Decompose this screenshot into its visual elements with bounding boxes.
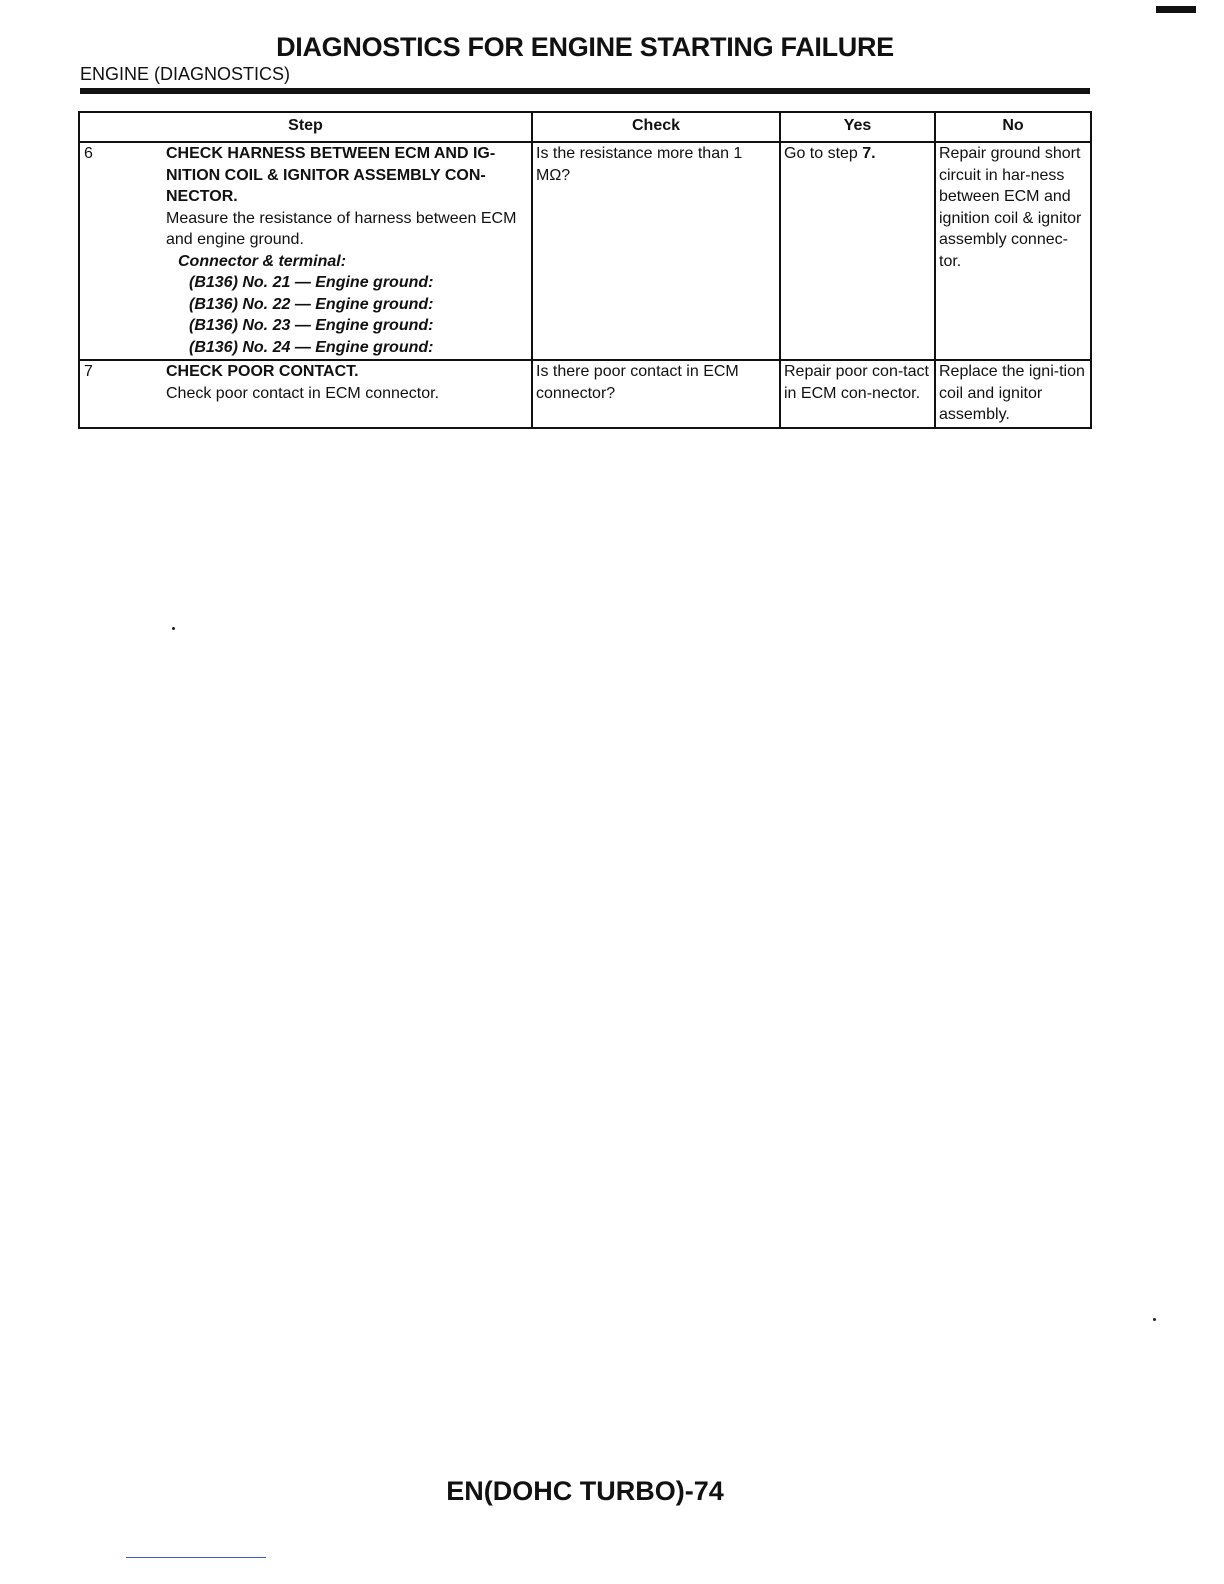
diagnostic-table bbox=[78, 111, 1092, 429]
step-body bbox=[166, 361, 528, 404]
step-heading: CHECK POOR CONTACT. bbox=[166, 363, 359, 380]
scan-speck bbox=[1153, 1318, 1156, 1321]
scan-speck bbox=[172, 627, 175, 630]
connector-item: (B136) No. 21 — Engine ground: bbox=[189, 274, 434, 291]
step-number: 6 bbox=[84, 145, 93, 162]
check-cell: Is the resistance more than 1 MΩ? bbox=[532, 142, 780, 360]
yes-cell: Repair poor con-tact in ECM con-nector. bbox=[780, 360, 935, 428]
connector-item: (B136) No. 22 — Engine ground: bbox=[189, 295, 434, 313]
yes-cell bbox=[780, 142, 935, 360]
table-row bbox=[79, 142, 1091, 360]
step-cell bbox=[79, 360, 532, 428]
yes-step-ref: 7. bbox=[862, 145, 876, 162]
no-cell: Replace the igni-tion coil and ignitor assembly. bbox=[935, 360, 1091, 428]
page-title: DIAGNOSTICS FOR ENGINE STARTING FAILURE bbox=[276, 32, 894, 62]
column-header-step: Step bbox=[79, 112, 532, 142]
connector-item: (B136) No. 23 — Engine ground: bbox=[189, 317, 434, 334]
yes-prefix: Go to step bbox=[784, 145, 863, 162]
step-body bbox=[166, 143, 528, 358]
table-row bbox=[79, 360, 1091, 428]
step-heading: CHECK HARNESS BETWEEN ECM AND IG-NITION COIL & IGNITOR ASSEMBLY CON-NECTOR. bbox=[166, 145, 496, 205]
table-header-row bbox=[79, 112, 1091, 142]
page-number: EN(DOHC TURBO)-74 bbox=[446, 1476, 724, 1506]
no-cell: Repair ground short circuit in har-ness between ECM and ignition coil & ignitor assembly connec-tor. bbox=[935, 142, 1091, 360]
header-rule bbox=[80, 88, 1090, 94]
column-header-check: Check bbox=[532, 112, 780, 142]
step-description: Measure the resistance of harness between ECM and engine ground. bbox=[166, 209, 517, 248]
check-cell: Is there poor contact in ECM connector? bbox=[532, 360, 780, 428]
step-description: Check poor contact in ECM connector. bbox=[166, 384, 440, 402]
column-header-no: No bbox=[935, 112, 1091, 142]
step-cell bbox=[79, 142, 532, 360]
step-number: 7 bbox=[84, 363, 93, 380]
connector-label: Connector & terminal: bbox=[178, 252, 347, 270]
corner-tab-mark bbox=[1156, 6, 1196, 13]
section-subtitle: ENGINE (DIAGNOSTICS) bbox=[80, 64, 291, 84]
connector-item: (B136) No. 24 — Engine ground: bbox=[189, 338, 434, 356]
bottom-rule bbox=[126, 1557, 266, 1558]
column-header-yes: Yes bbox=[780, 112, 935, 142]
